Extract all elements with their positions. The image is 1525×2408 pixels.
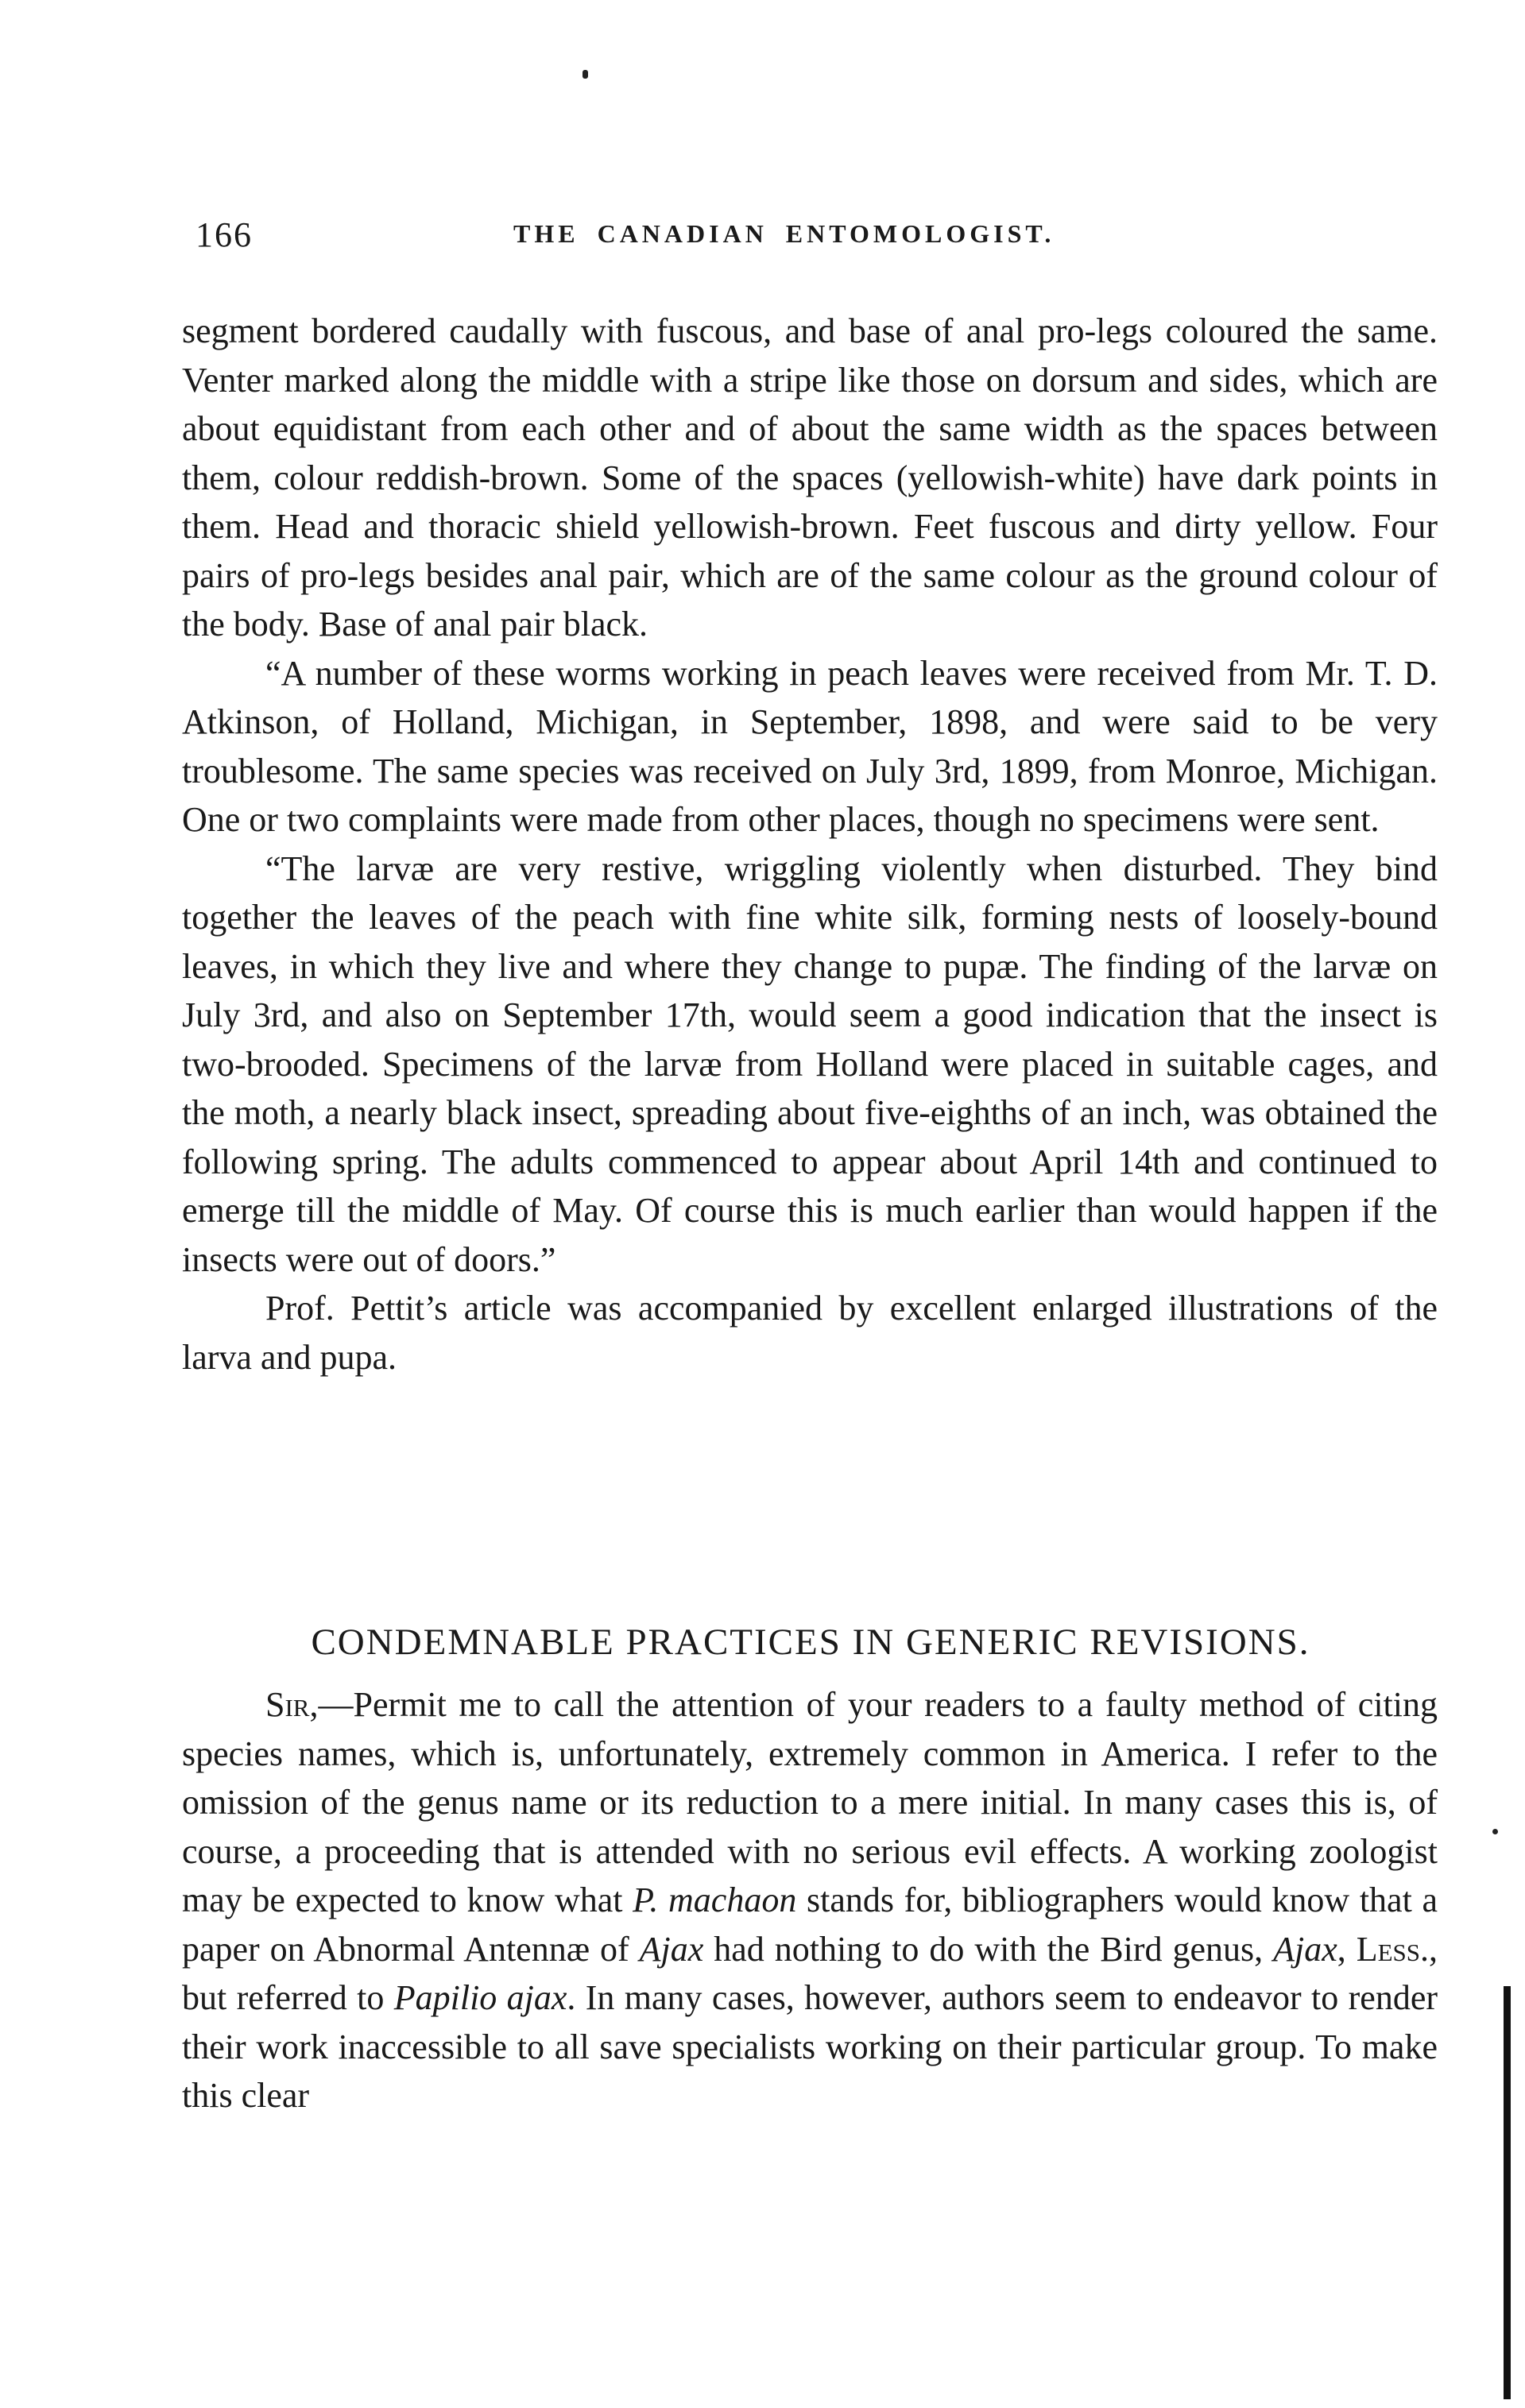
page-number: 166	[195, 215, 253, 254]
paragraph: “A number of these worms working in peach leaves were received from Mr. T. D. Atkinson, of Holland, Michigan, in September, 1898, and were said to be very troublesome. The same species was received on July 3rd, 1899, from Monroe, Michigan. One or two complaints were made from other places, though no specimens were sent.	[182, 653, 1438, 839]
paragraph: segment bordered caudally with fuscous, and base of anal pro-legs coloured the same. Venter marked along the middle with a stripe like those on dorsum and sides, which are about equidistant from each other and of about the same width as the spaces between them, colour reddish-brown. Some of the spaces (yellowish-white) have dark points in them. Head and thoracic shield yellowish-brown. Feet fuscous and dirty yellow. Four pairs of pro-legs besides anal pair, which are of the same colour as the ground colour of the body. Base of anal pair black.	[182, 311, 1438, 644]
genus-name: Ajax	[1273, 1929, 1337, 1969]
paragraph: Prof. Pettit’s article was accompanied by excellent enlarged illustrations of the larva and pupa.	[182, 1289, 1438, 1377]
letter-text: stands for, bibliographers would know that a paper on Abnormal Antennæ of	[182, 1880, 1438, 1969]
author-abbreviation: Less.	[1356, 1929, 1430, 1969]
scan-edge-mark	[1504, 1986, 1511, 2399]
genus-name: Ajax	[639, 1929, 704, 1969]
species-name: P. machaon	[633, 1880, 797, 1919]
salutation: Sir,	[265, 1685, 319, 1724]
letter-text: ,	[1337, 1929, 1357, 1969]
article-heading: CONDEMNABLE PRACTICES IN GENERIC REVISIONS.	[311, 1621, 1310, 1663]
paragraph: “The larvæ are very restive, wriggling violently when disturbed. They bind together the leaves of the peach with fine white silk, forming nests of loosely-bound leaves, in which they live and where they change to pupæ. The finding of the larvæ on July 3rd, and also on September 17th, would seem a good indication that the insect is two-brooded. Specimens of the larvæ from Holland were placed in suitable cages, and the moth, a nearly black insect, spreading about five-eighths of an inch, was obtained the following spring. The adults commenced to appear about April 14th and continued to emerge till the middle of May. Of course this is much earlier than would happen if the insects were out of doors.”	[182, 848, 1438, 1279]
letter-text: —Permit me to call the attention of your readers to a faulty method of citing species names, which is, unfortunately, extremely common in America. I refer to the omission of the genus name or its reduction to a mere initial. In many cases this is, of course, a proceeding that is attended with no serious evil effects. A working zoologist may be expected to know what	[182, 1685, 1438, 1919]
letter-text: had nothing to do with the Bird genus,	[703, 1929, 1274, 1969]
journal-title: THE CANADIAN ENTOMOLOGIST.	[513, 219, 1055, 248]
article-two-body	[182, 1680, 1438, 2120]
running-head	[195, 215, 1451, 262]
margin-dot	[1492, 1829, 1498, 1834]
letter-paragraph	[182, 1680, 1438, 2120]
letter-text: . In many cases, however, authors seem to endeavor to render their work inaccessible to all save specialists working on their particular group. To make this clear	[182, 1978, 1438, 2115]
letter-text: , but referred to	[182, 1929, 1438, 2017]
ink-speck	[583, 70, 588, 79]
species-name: Papilio ajax	[393, 1978, 567, 2017]
article-one-body	[182, 307, 1438, 1382]
